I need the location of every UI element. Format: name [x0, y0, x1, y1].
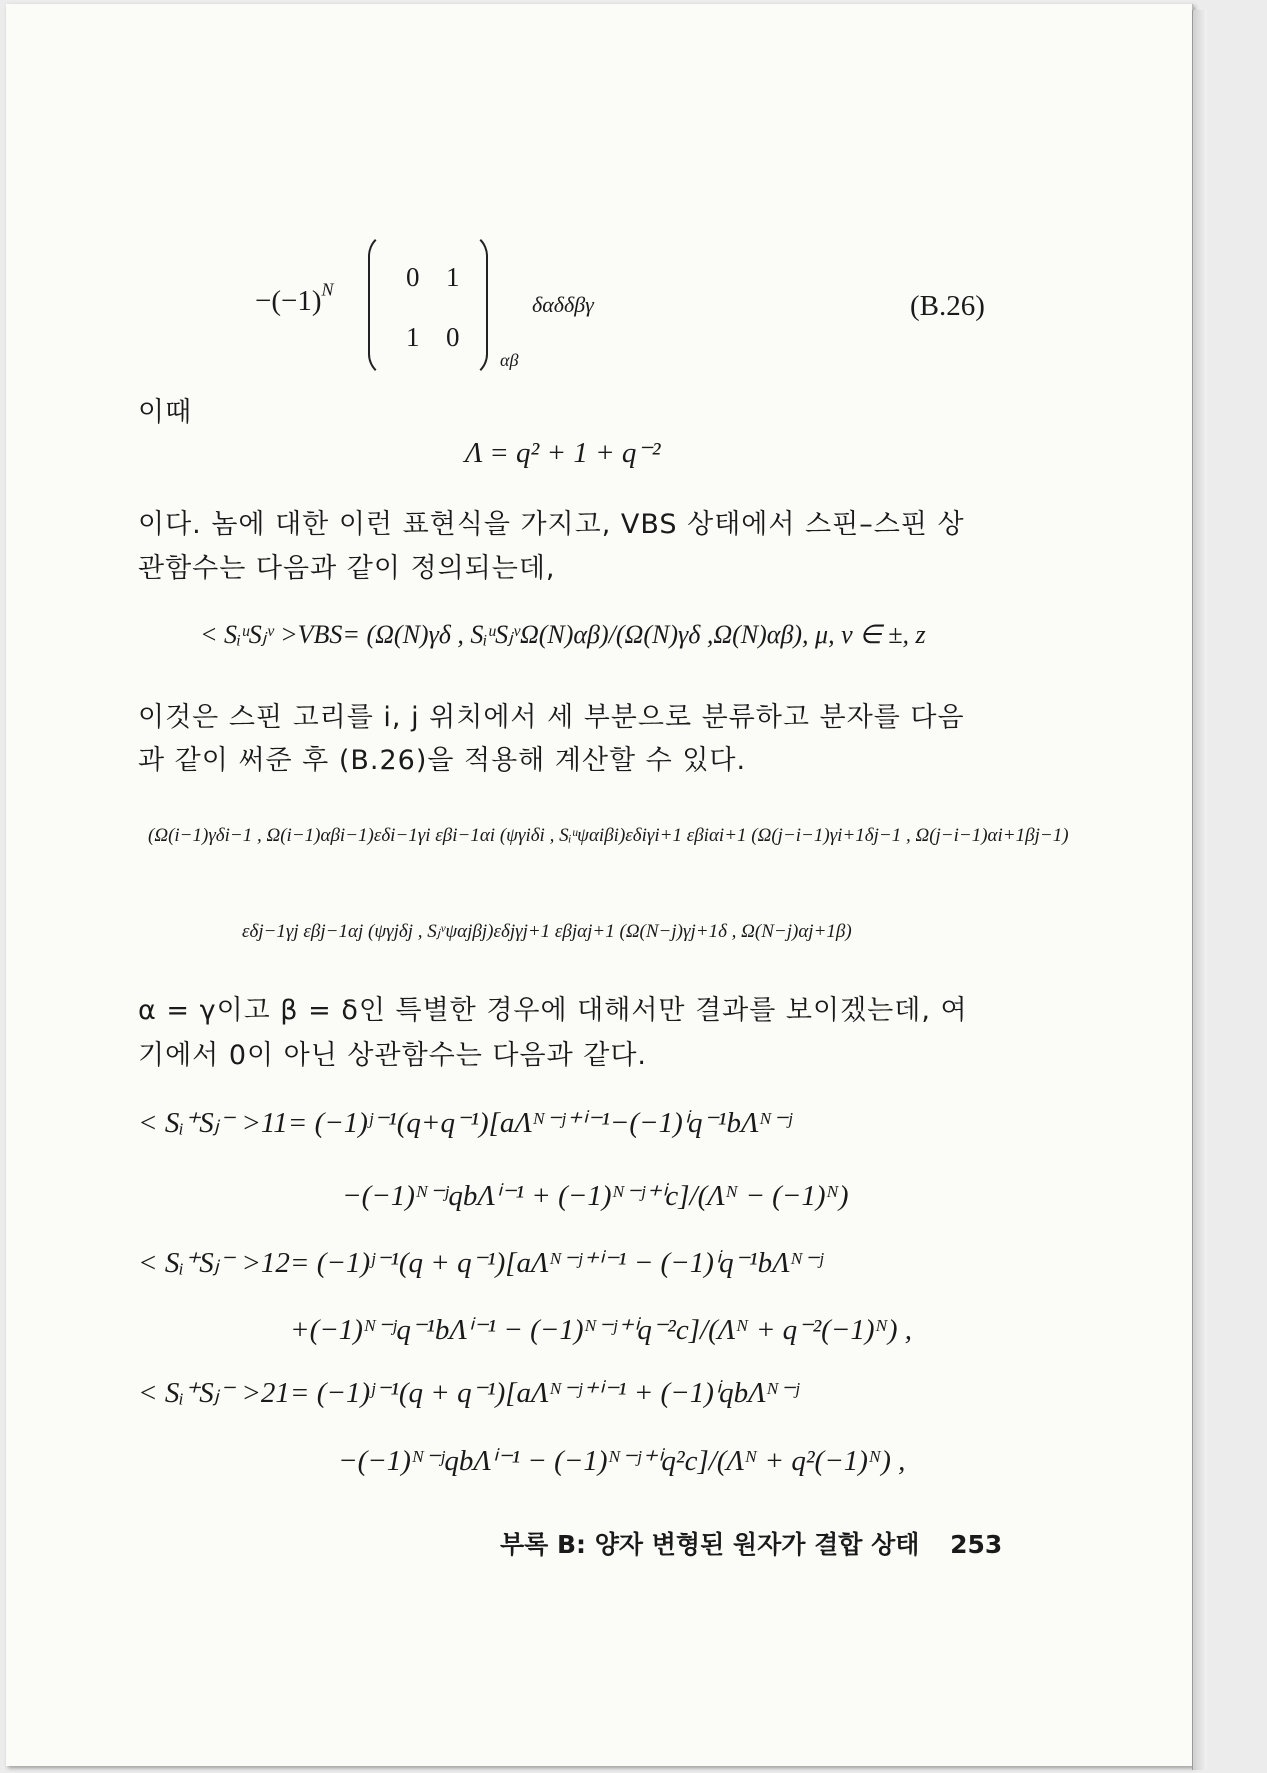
left-paren — [368, 232, 392, 378]
eq-corr-12-line-1: < Sᵢ⁺Sⱼ⁻ >12= (−1)ʲ⁻¹(q + q⁻¹)[aΛᴺ⁻ʲ⁺ⁱ⁻¹ − (−1)ⁱq⁻¹bΛᴺ⁻ʲ — [138, 1247, 823, 1279]
matrix-cell: 1 — [406, 322, 420, 352]
page-edge — [1192, 10, 1207, 1770]
eq-split-line-2: εδj−1γj εβj−1αj (ψγjδj , Sⱼᵛψαjβj)εδjγj+1 εβjαj+1 (Ω(N−j)γj+1δ , Ω(N−j)αj+1β) — [242, 921, 852, 942]
eq-b26-matrix-subscript: αβ — [500, 350, 519, 370]
matrix-cell: 0 — [446, 322, 460, 352]
book-page — [6, 4, 1193, 1766]
eq-lambda: Λ = q² + 1 + q⁻² — [465, 437, 661, 469]
para-2-line-2: 관함수는 다음과 같이 정의되는데, — [138, 553, 556, 584]
eq-correlation-definition: < SᵢᵘSⱼᵛ >VBS= (Ω(N)γδ , SᵢᵘSⱼᵛΩ(N)αβ)/(Ω(N)γδ ,Ω(N)αβ), μ, ν ∈ ±, z — [200, 620, 926, 649]
eq-corr-21-line-1: < Sᵢ⁺Sⱼ⁻ >21= (−1)ʲ⁻¹(q + q⁻¹)[aΛᴺ⁻ʲ⁺ⁱ⁻¹ + (−1)ⁱqbΛᴺ⁻ʲ — [138, 1377, 799, 1409]
eq-corr-21-line-2: −(−1)ᴺ⁻ʲqbΛⁱ⁻¹ − (−1)ᴺ⁻ʲ⁺ⁱq²c]/(Λᴺ + q²(−1)ᴺ) , — [338, 1445, 906, 1477]
eq-b26-deltas: δαδδβγ — [532, 292, 594, 317]
eq-corr-11-line-1: < Sᵢ⁺Sⱼ⁻ >11= (−1)ʲ⁻¹(q+q⁻¹)[aΛᴺ⁻ʲ⁺ⁱ⁻¹−(−1)ⁱq⁻¹bΛᴺ⁻ʲ — [138, 1107, 792, 1139]
page-number: 253 — [950, 1530, 1003, 1559]
para-3-line-2: 과 같이 써준 후 (B.26)을 적용해 계산할 수 있다. — [138, 745, 747, 776]
matrix-cell: 0 — [406, 262, 420, 292]
para-2-line-1: 이다. 놈에 대한 이런 표현식을 가지고, VBS 상태에서 스핀–스핀 상 — [138, 509, 965, 540]
eq-b26-matrix — [368, 232, 488, 374]
para-imttae: 이때 — [138, 397, 193, 428]
para-4-line-1: α = γ이고 β = δ인 특별한 경우에 대해서만 결과를 보이겠는데, 여 — [138, 995, 968, 1026]
matrix-cell: 1 — [446, 262, 460, 292]
eq-corr-11-line-2: −(−1)ᴺ⁻ʲqbΛⁱ⁻¹ + (−1)ᴺ⁻ʲ⁺ⁱc]/(Λᴺ − (−1)ᴺ) — [342, 1180, 849, 1212]
eq-b26-prefix: $-(-1)^N$ — [255, 279, 334, 317]
para-3-line-1: 이것은 스핀 고리를 i, j 위치에서 세 부분으로 분류하고 분자를 다음 — [138, 702, 965, 733]
eq-split-line-1: (Ω(i−1)γδi−1 , Ω(i−1)αβi−1)εδi−1γi εβi−1αi (ψγiδi , Sᵢᵘψαiβi)εδiγi+1 εβiαi+1 (Ω(j−i−1)γi+1δj−1 , Ω(j−i−1)αi+1βj−1) — [148, 825, 1069, 846]
eq-corr-12-line-2: +(−1)ᴺ⁻ʲq⁻¹bΛⁱ⁻¹ − (−1)ᴺ⁻ʲ⁺ⁱq⁻²c]/(Λᴺ + q⁻²(−1)ᴺ) , — [290, 1314, 912, 1346]
running-footer — [500, 1525, 1002, 1561]
right-paren — [464, 232, 488, 378]
eq-b26-label: (B.26) — [910, 290, 985, 322]
running-head: 부록 B: 양자 변형된 원자가 결합 상태 — [500, 1530, 920, 1559]
para-4-line-2: 기에서 0이 아닌 상관함수는 다음과 같다. — [138, 1040, 647, 1071]
